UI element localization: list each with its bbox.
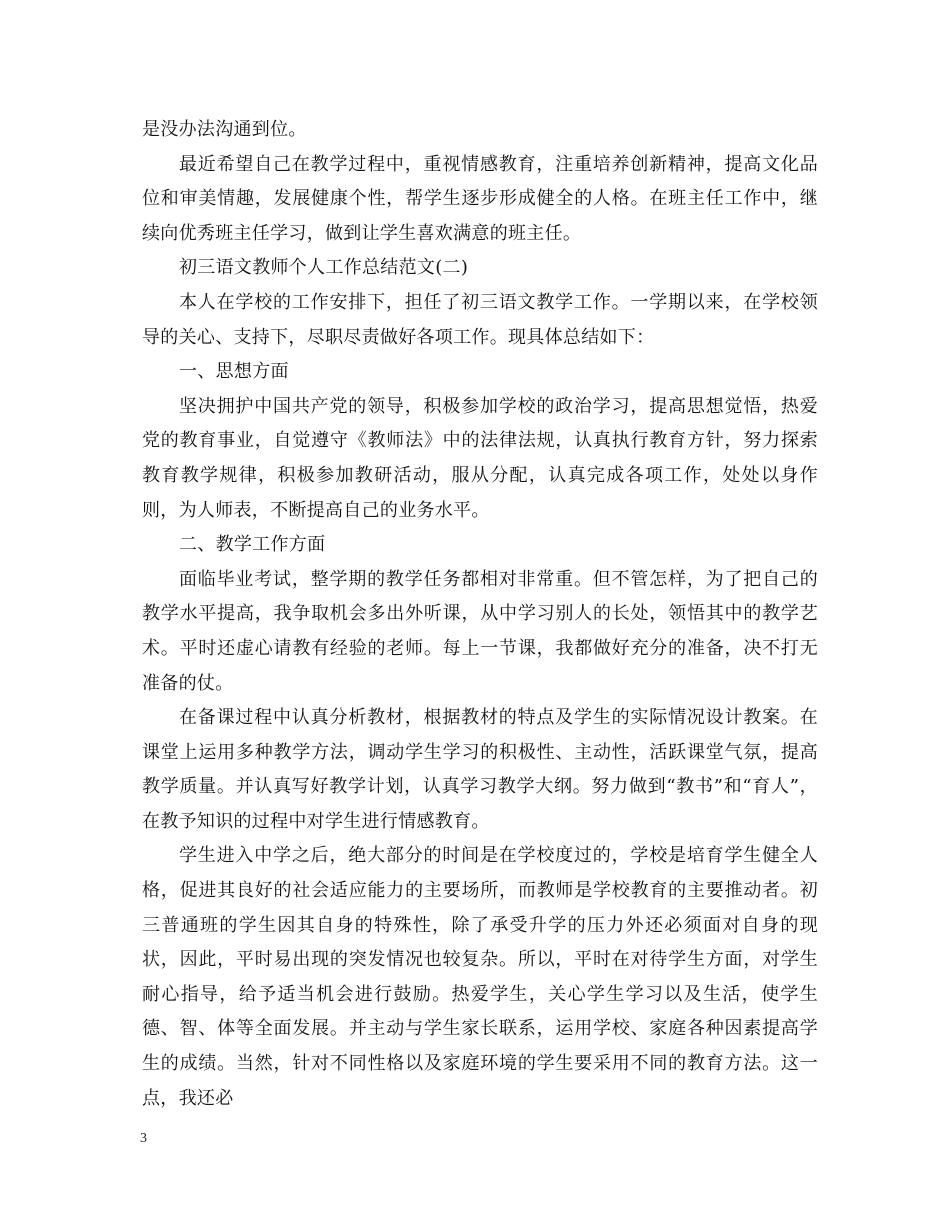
document-body <box>142 113 818 1116</box>
paragraph-teaching-2: 在备课过程中认真分析教材，根据教材的特点及学生的实际情况设计教案。在课堂上运用多种教学方法，调动学生学习的积极性、主动性，活跃课堂气氛，提高教学质量。并认真写好教学计划，认真学习教学大纲。努力做到“教书”和“育人”，在教予知识的过程中对学生进行情感教育。 <box>142 707 818 832</box>
heading-teaching: 二、教学工作方面 <box>179 534 326 556</box>
section-title: 初三语文教师个人工作总结范文(二) <box>179 257 469 279</box>
paragraph-teaching-1: 面临毕业考试，整学期的教学任务都相对非常重。但不管怎样，为了把自己的教学水平提高，我争取机会多出外听课，从中学习别人的长处，领悟其中的教学艺术。平时还虚心请教有经验的老师。每上一节课，我都做好充分的准备，决不打无准备的仗。 <box>142 568 818 694</box>
paragraph-teaching-3: 学生进入中学之后，绝大部分的时间是在学校度过的，学校是培育学生健全人格，促进其良好的社会适应能力的主要场所，而教师是学校教育的主要推动者。初三普通班的学生因其自身的特殊性，除了承受升学的压力外还必须面对自身的现状，因此，平时易出现的突发情况也较复杂。所以，平时在对待学生方面，对学生耐心指导，给予适当机会进行鼓励。热爱学生，关心学生学习以及生活，使学生德、智、体等全面发展。并主动与学生家长联系，运用学校、家庭各种因素提高学生的成绩。当然，针对不同性格以及家庭环境的学生要采用不同的教育方法。这一点，我还必 <box>142 845 818 1109</box>
heading-thought: 一、思想方面 <box>179 361 289 383</box>
paragraph-intro: 本人在学校的工作安排下，担任了初三语文教学工作。一学期以来，在学校领导的关心、支持下，尽职尽责做好各项工作。现具体总结如下： <box>142 291 818 348</box>
paragraph-2: 最近希望自己在教学过程中，重视情感教育，注重培养创新精神，提高文化品位和审美情趣，发展健康个性，帮学生逐步形成健全的人格。在班主任工作中，继续向优秀班主任学习，做到让学生喜欢满意的班主任。 <box>142 153 818 244</box>
paragraph-1: 是没办法沟通到位。 <box>142 119 307 140</box>
page-number: 3 <box>140 1131 147 1146</box>
paragraph-thought: 坚决拥护中国共产党的领导，积极参加学校的政治学习，提高思想觉悟，热爱党的教育事业，自觉遵守《教师法》中的法律法规，认真执行教育方针，努力探索教育教学规律，积极参加教研活动，服从分配，认真完成各项工作，处处以身作则，为人师表，不断提高自己的业务水平。 <box>142 395 818 521</box>
